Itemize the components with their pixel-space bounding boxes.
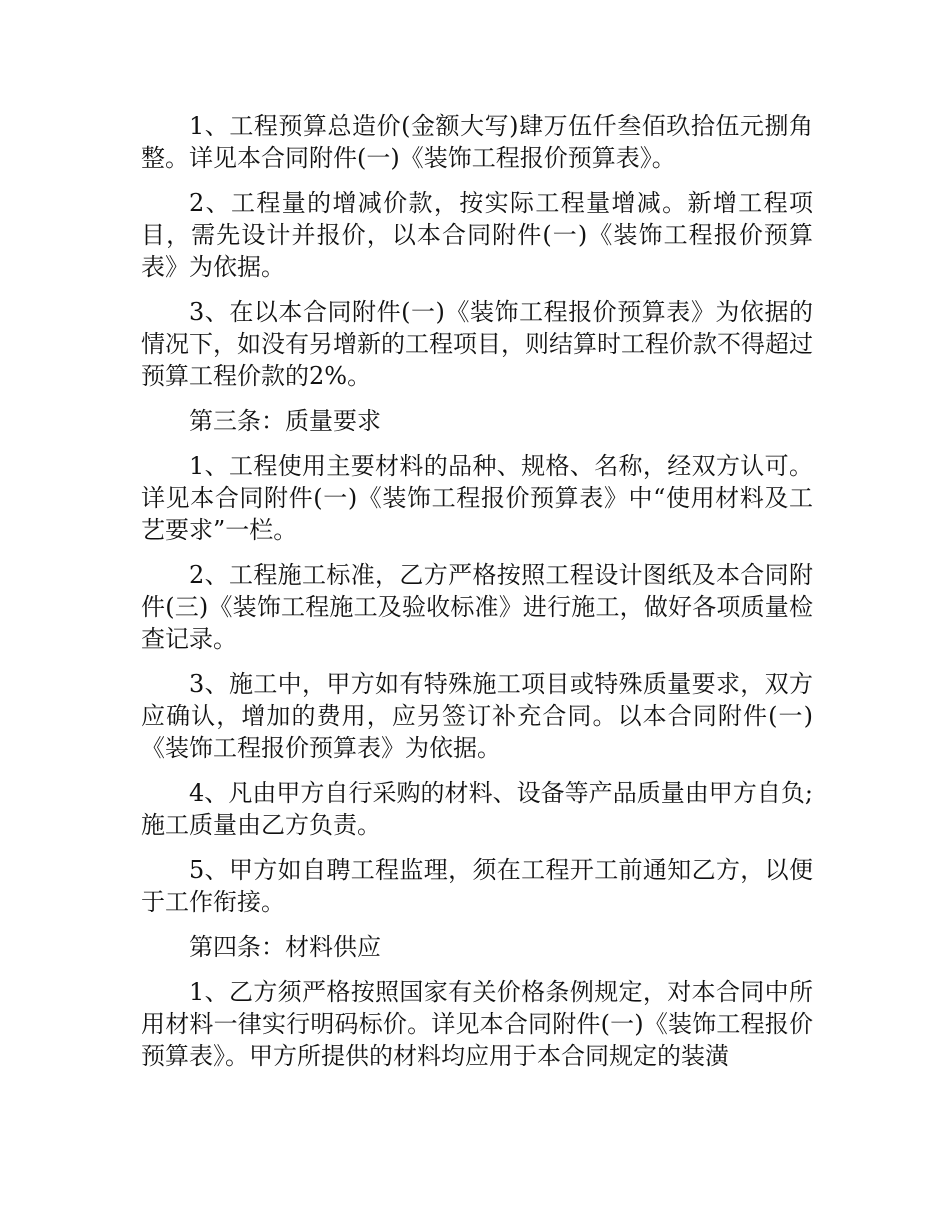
section-heading: 第三条：质量要求 xyxy=(189,407,381,435)
clause-paragraph: 2、工程施工标准，乙方严格按照工程设计图纸及本合同附件(三)《装饰工程施工及验收标准》进行施工，做好各项质量检查记录。 xyxy=(141,561,813,653)
document-page xyxy=(141,110,813,1085)
clause-paragraph: 1、乙方须严格按照国家有关价格条例规定，对本合同中所用材料一律实行明码标价。详见本合同附件(一)《装饰工程报价预算表》。甲方所提供的材料均应用于本合同规定的装潢 xyxy=(141,978,813,1070)
clause-paragraph: 3、在以本合同附件(一)《装饰工程报价预算表》为依据的情况下，如没有另增新的工程项目，则结算时工程价款不得超过预算工程价款的2%。 xyxy=(141,298,813,390)
section-heading: 第四条：材料供应 xyxy=(189,933,381,961)
clause-paragraph: 4、凡由甲方自行采购的材料、设备等产品质量由甲方自负;施工质量由乙方负责。 xyxy=(141,779,813,839)
clause-paragraph: 1、工程预算总造价(金额大写)肆万伍仟叁佰玖拾伍元捌角整。详见本合同附件(一)《装饰工程报价预算表》。 xyxy=(141,112,813,172)
clause-paragraph: 5、甲方如自聘工程监理，须在工程开工前通知乙方，以便于工作衔接。 xyxy=(141,856,813,916)
clause-paragraph: 1、工程使用主要材料的品种、规格、名称，经双方认可。详见本合同附件(一)《装饰工程报价预算表》中“使用材料及工艺要求”一栏。 xyxy=(141,452,813,544)
clause-paragraph: 2、工程量的增减价款，按实际工程量增减。新增工程项目，需先设计并报价，以本合同附件(一)《装饰工程报价预算表》为依据。 xyxy=(141,189,813,281)
clause-paragraph: 3、施工中，甲方如有特殊施工项目或特殊质量要求，双方应确认，增加的费用，应另签订补充合同。以本合同附件(一)《装饰工程报价预算表》为依据。 xyxy=(141,670,813,762)
